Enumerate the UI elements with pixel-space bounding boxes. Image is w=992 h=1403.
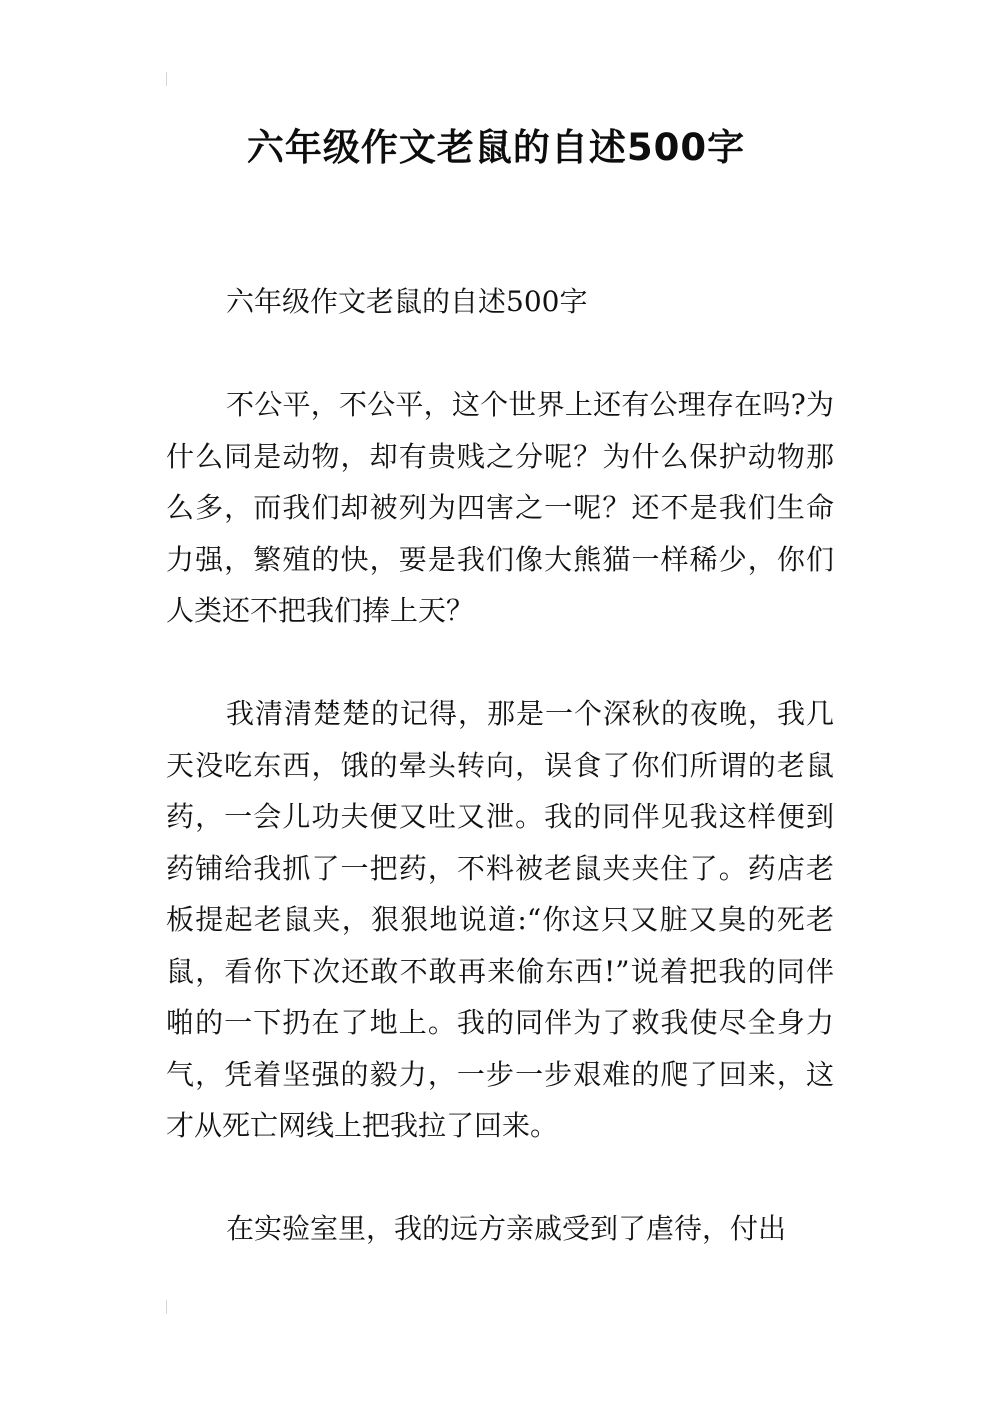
paragraph-1: 不公平，不公平，这个世界上还有公理存在吗?为什么同是动物，却有贵贱之分呢？为什么保护动物那么多，而我们却被列为四害之一呢？还不是我们生命力强，繁殖的快，要是我们像大熊猫一样稀少，你们人类还不把我们捧上天？ bbox=[166, 388, 834, 627]
document-title: 六年级作文老鼠的自述500字 bbox=[246, 126, 746, 169]
paragraph-2: 我清清楚楚的记得，那是一个深秋的夜晚，我几天没吃东西，饿的晕头转向，误食了你们所谓的老鼠药，一会儿功夫便又吐又泄。我的同伴见我这样便到药铺给我抓了一把药，不料被老鼠夹夹住了。药店老板提起老鼠夹，狠狠地说道:“你这只又脏又臭的死老鼠，看你下次还敢不敢再来偷东西!”说着把我的同伴啪的一下扔在了地上。我的同伴为了救我使尽全身力气，凭着坚强的毅力，一步一步艰难的爬了回来，这才从死亡网线上把我拉了回来。 bbox=[166, 697, 834, 1142]
page-corner-mark-top bbox=[166, 72, 167, 86]
document-subtitle: 六年级作文老鼠的自述500字 bbox=[226, 285, 588, 318]
document-body bbox=[166, 276, 834, 1306]
paragraph-3: 在实验室里，我的远方亲戚受到了虐待，付出 bbox=[226, 1212, 787, 1245]
page-corner-mark-bottom bbox=[166, 1300, 167, 1314]
